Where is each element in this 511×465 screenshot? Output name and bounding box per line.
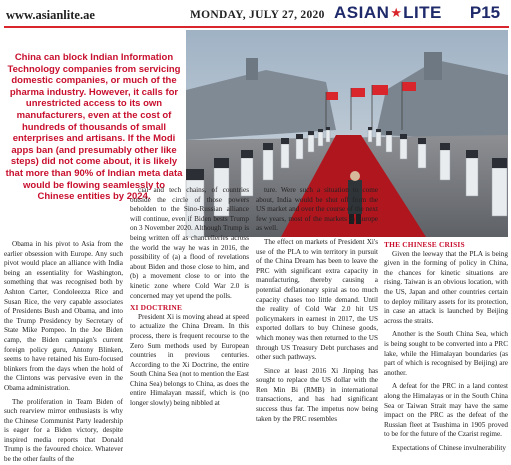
paragraph: Expectations of Chinese invulnerability (392, 443, 506, 452)
page-header (0, 0, 511, 26)
article-column-3 (256, 186, 378, 423)
paragraph: Given the leeway that the PLA is being given in the forming of policy in China, the chances for kinetic situations are rising. Taiwan is an obvious location, with the US, Japan and other countries certain to deploy military assets for its protection, in case an attack is launched by Beijing across the straits. (384, 249, 508, 325)
section-subhead: XI DOCTRINE (130, 303, 183, 313)
star-icon: ★ (390, 5, 403, 20)
pull-quote: China can block Indian Information Technology companies from servicing domestic companies, or much of the pharma industry. However, it calls for unrestricted access to its own manufacturers, even at the cost of hundreds of thousands of small enterprises and artisans. If the Modi apps ban (and presumably other like steps) did not come about, it is likely that more than 90% of Indian meta data would be flowing seamlessly to Chinese entities by 2024. (5, 52, 183, 203)
brand-name-lite: LITE (403, 3, 442, 22)
brand-logo (334, 3, 442, 23)
section-subhead: THE CHINESE CRISIS (384, 240, 465, 249)
header-divider (4, 26, 509, 28)
paragraph: ture. Were such a situation to come about, India would be shut off from the US market and over the course of the next few years, most of the markets in Europe as well. (256, 186, 378, 233)
paragraph: Obama in his pivot to Asia from the earlier obsession with Europe. Any such pivot would place an alliance with India being an essentiality for Washington, something that was recognised both by Ashton Carter, Condoleezza Rice and Susan Rice, the very capable associates of Presidents Bush and Obama, and into the Trump Presidency by Secretary of State Mike Pompeo. In the Joe Biden camp, the Biden campaign's current foreign policy guru, Antony Blinken, seems to have retained his Euro-focused blinkers from the days when the hold of the Clintons was pervasive even in the Obama administration. (4, 240, 123, 392)
article-column-2 (130, 186, 249, 408)
paragraph: cial and tech chains, of countries outside the circle of those powers beholden to the Sino-Russian alliance will continue, even if Biden bests Trump on 3 November 2020. Although Trump is being written off as chancelleries across the world the way he was in 2016, the possibility of (a) a flood of revelations about Biden and those close to him, and (b) a movement close to or into the kinetic zone where Cold War 2.0 is concerned may yet upend the polls. (130, 186, 249, 300)
brand-name-asian: ASIAN (334, 3, 390, 22)
paragraph: The proliferation in Team Biden of such rearview mirror enthusiasts is why the Chinese Communist Party leadership is eager for a Biden victory, despite inspired media reports that Donald Trump is the favoured choice. Whatever be the other faults of the (4, 397, 123, 464)
paragraph: Another is the South China Sea, which is being sought to be converted into a PRC lake, while the Himalayan boundaries (as part of which is recognised by Beijing) are another. (384, 330, 508, 377)
site-url[interactable]: www.asianlite.ae (6, 8, 95, 22)
paragraph: President Xi is moving ahead at speed to actualize the China Dream. In this process, there is frequent recourse to the Zero Sum methods used by European countries in previous centuries. According to the Xi Doctrine, the entire South China Sea (not to mention the East China Sea) belongs to China, as does the entire Himalayan massif, which is (no longer slowly) being nibbled at (130, 312, 249, 408)
paragraph: The effect on markets of President Xi's use of the PLA to win territory in pursuit of the China Dream has been to leave the PRC with significant extra capacity in manufacturing, thereby causing a potential deflationary spiral as too much capacity chases too little demand. Until the reality of Cold War 2.0 hit US policymakers in earnest in 2017, the US exported dollars to buy Chinese goods, which money was then returned to the US through US Treasury Debt purchases and other such pathways. (256, 237, 378, 362)
page-number: P15 (469, 3, 501, 22)
paragraph: Since at least 2016 Xi Jinping has sought to replace the US dollar with the Ren Min Bi (RMB) in international transactions, and has had significant success thus far. The impetus now being taken by the PRC resembles (256, 366, 378, 423)
issue-date: MONDAY, JULY 27, 2020 (190, 9, 325, 21)
paragraph: A defeat for the PRC in a land contest along the Himalayas or in the South China Sea or Taiwan Strait may have the same impact on the PRC as the defeat of the Russian fleet at Tsushima in 1905 proved to be for the future of the Czarist regime. (384, 382, 508, 439)
article-column-1 (4, 240, 123, 464)
article-column-4 (384, 238, 508, 452)
